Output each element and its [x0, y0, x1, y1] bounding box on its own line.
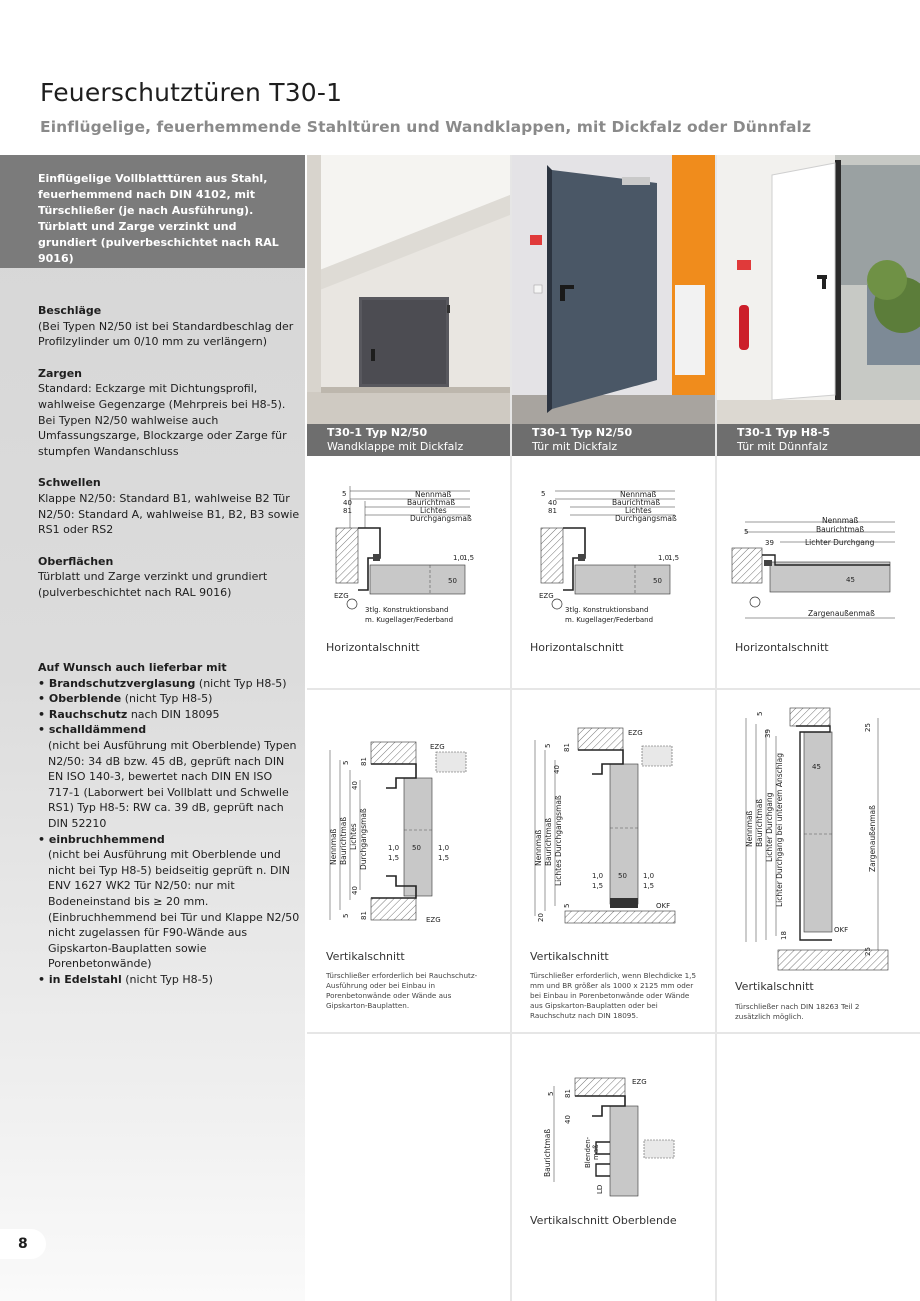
dim-label: Durchgangsmaß	[410, 514, 472, 523]
section-label: Horizontalschnitt	[326, 641, 420, 654]
caption-product-2	[512, 424, 715, 456]
page-title: Feuerschutztüren T30-1	[40, 78, 343, 107]
dim-label: 5	[563, 903, 571, 908]
options-list	[38, 660, 300, 987]
grid-divider	[510, 155, 512, 1301]
option-item	[38, 707, 300, 723]
option-detail: (nicht bei Ausführung mit Oberblende und nicht bei Typ H8-5) beidseitig geprüft n. DIN ENV 1627 WK2 Tür N2/50: nur mit Bodeneinstand bis ≥ 20 mm. (Einbruchhemmend bei Tür und Klappe N2/50 nicht zugelassen für F90-Wände aus Gipskarton-Bauplatten sowie Porenbetonwände)	[48, 848, 300, 971]
dim-label: EZG	[628, 729, 643, 737]
option-detail: (nicht Typ H8-5)	[121, 692, 213, 706]
photo-door-thick-rebate	[512, 155, 715, 424]
spec-thresholds	[38, 475, 300, 537]
spec-frames	[38, 366, 300, 460]
dim-label: 3tlg. Konstruktionsband	[365, 606, 449, 614]
option-item	[48, 738, 300, 832]
option-name: • Rauchschutz	[38, 707, 128, 721]
dim-label: Lichtes Durchgangsmaß	[554, 795, 563, 886]
dim-label: 1,0	[453, 554, 465, 562]
product-desc: Tür mit Dickfalz	[532, 440, 618, 453]
option-detail: (nicht bei Ausführung mit Oberblende) Typen N2/50: 34 dB bzw. 45 dB, geprüft nach DIN EN ISO 140-3, bewertet nach DIN EN ISO 717-1 (Laborwert bei Vollblatt und Schwelle RS1) Typ H8-5: RW ca. 39 dB, geprüft nach DIN 52210	[48, 738, 297, 830]
dim-label: 81	[360, 757, 368, 766]
dim-label: 39	[764, 729, 772, 738]
dim-label: 39	[765, 539, 774, 547]
dim-label: 1,5	[463, 554, 475, 562]
section-label: Horizontalschnitt	[530, 641, 624, 654]
dim-label: 1,5	[388, 854, 400, 862]
grid-divider	[307, 1032, 920, 1034]
dim-label: Nennmaß	[329, 828, 338, 865]
product-name: T30-1 Typ N2/50	[532, 426, 633, 439]
spec-list	[38, 303, 300, 617]
dim-label: 1,0	[643, 872, 655, 880]
options-heading: Auf Wunsch auch lieferbar mit	[38, 661, 227, 674]
grid-divider	[307, 688, 920, 690]
option-name: • Brandschutzverglasung	[38, 676, 196, 690]
spec-heading: Zargen	[38, 366, 82, 380]
dim-label: 20	[537, 913, 545, 922]
dim-label: 50	[653, 577, 662, 585]
dim-label: 1,0	[438, 844, 450, 852]
spec-surfaces	[38, 554, 300, 601]
dim-label: maß	[592, 1144, 600, 1160]
dim-label: Baurichtmaß	[339, 816, 348, 865]
dim-label: OKF	[834, 926, 849, 934]
option-item	[38, 691, 300, 707]
option-name: • schalldämmend	[38, 723, 147, 737]
option-item	[38, 972, 300, 988]
option-item	[38, 676, 300, 692]
dim-label: Durchgangsmaß	[359, 808, 368, 870]
dim-label: 5	[342, 913, 350, 918]
dim-label: 25	[864, 723, 872, 732]
dim-label: 40	[548, 499, 557, 507]
dim-label: Lichtes	[625, 506, 652, 515]
dim-label: 1,5	[643, 882, 655, 890]
dim-label: EZG	[334, 592, 349, 600]
dim-label: 1,0	[658, 554, 670, 562]
dim-label: Baurichtmaß	[543, 1128, 552, 1177]
section-label: Vertikalschnitt	[735, 980, 814, 993]
spec-heading: Schwellen	[38, 476, 101, 490]
dim-label: Nennmaß	[745, 810, 754, 847]
dim-label: Lichter Durchgang	[805, 538, 875, 547]
dim-label: Baurichtmaß	[816, 525, 865, 534]
intro-text: Einflügelige Vollblatttüren aus Stahl, feuerhemmend nach DIN 4102, mit Türschließer (je nach Ausführung). Türblatt und Zarge verzinkt und grundiert (pulverbeschichtet nach RAL 9016)	[38, 172, 279, 265]
dim-label: Baurichtmaß	[544, 817, 553, 866]
dim-label: Zargenaußenmaß	[868, 805, 877, 872]
dim-label: 5	[541, 490, 546, 498]
dim-label: 45	[812, 763, 821, 771]
dim-label: Lichter Durchgang	[765, 792, 774, 862]
dim-label: 40	[351, 886, 359, 895]
dim-label: Baurichtmaß	[755, 798, 764, 847]
dim-label: 5	[547, 1091, 555, 1096]
dim-label: Nennmaß	[415, 490, 452, 499]
dim-label: 81	[548, 507, 557, 515]
dim-label: 18	[780, 931, 788, 940]
grid-divider	[715, 155, 717, 1301]
dim-label: EZG	[430, 743, 445, 751]
dim-label: Nennmaß	[620, 490, 657, 499]
dim-label: 1,0	[592, 872, 604, 880]
drawing-horizontal-1	[330, 486, 480, 626]
dim-label: 5	[756, 711, 764, 716]
spec-heading: Beschläge	[38, 304, 102, 317]
option-item	[38, 832, 300, 848]
dim-label: 5	[342, 490, 347, 498]
dim-label: Nennmaß	[534, 829, 543, 866]
drawing-transom	[530, 1072, 690, 1202]
spec-heading: Oberflächen	[38, 554, 114, 568]
footnote: Türschließer erforderlich, wenn Blechdicke 1,5 mm und BR größer als 1000 x 2125 mm oder bei Einbau in Porenbetonwände oder Wände aus Gipskarton-Bauplatten oder bei Rauchschutz nach DIN 18095.	[530, 971, 697, 1020]
drawing-vertical-2	[530, 726, 700, 926]
dim-label: OKF	[656, 902, 671, 910]
dim-label: Lichtes	[420, 506, 447, 515]
option-item	[48, 847, 300, 972]
dim-label: 50	[618, 872, 627, 880]
dim-label: 50	[412, 844, 421, 852]
dim-label: 5	[744, 528, 749, 536]
dim-label: LD	[596, 1184, 604, 1194]
footnote: Türschließer erforderlich bei Rauchschutz-Ausführung oder bei Einbau in Porenbetonwände oder Wände aus Gipskarton-Bauplatten.	[326, 971, 478, 1010]
caption-product-3	[717, 424, 920, 456]
dim-label: 40	[351, 781, 359, 790]
dim-label: EZG	[539, 592, 554, 600]
dim-label: 40	[564, 1115, 572, 1124]
spec-text: Klappe N2/50: Standard B1, wahlweise B2 Tür N2/50: Standard A, wahlweise B1, B2, B3 sowie RS1 oder RS2	[38, 491, 300, 537]
dim-label: 1,5	[668, 554, 680, 562]
section-label: Horizontalschnitt	[735, 641, 829, 654]
option-detail: nach DIN 18095	[127, 707, 220, 721]
dim-label: 25	[864, 947, 872, 956]
dim-label: 1,5	[438, 854, 450, 862]
photo-wall-hatch	[307, 155, 510, 424]
dim-label: EZG	[426, 916, 441, 924]
dim-label: 81	[563, 743, 571, 752]
option-item	[38, 722, 300, 738]
dim-label: 81	[343, 507, 352, 515]
option-name: • in Edelstahl	[38, 972, 122, 986]
dim-label: 81	[564, 1089, 572, 1098]
section-label: Vertikalschnitt	[326, 950, 405, 963]
product-desc: Wandklappe mit Dickfalz	[327, 440, 464, 453]
dim-label: Blenden-	[584, 1136, 592, 1168]
dim-label: m. Kugellager/Federband	[365, 616, 454, 624]
page-subtitle: Einflügelige, feuerhemmende Stahltüren und Wandklappen, mit Dickfalz oder Dünnfalz	[40, 118, 812, 136]
dim-label: 50	[448, 577, 457, 585]
spec-text: Standard: Eckzarge mit Dichtungsprofil, wahlweise Gegenzarge (Mehrpreis bei H8-5). Bei Typen N2/50 wahlweise auch Umfassungszarge, Blockzarge oder Zarge für stumpfen Wandanschluss	[38, 382, 287, 458]
dim-label: Baurichtmaß	[407, 498, 456, 507]
dim-label: m. Kugellager/Federband	[565, 616, 654, 624]
dim-label: Baurichtmaß	[612, 498, 661, 507]
caption-product-1	[307, 424, 510, 456]
option-name: • einbruchhemmend	[38, 832, 165, 846]
option-name: • Oberblende	[38, 692, 122, 706]
dim-label: EZG	[632, 1078, 647, 1086]
dim-label: Durchgangsmaß	[615, 514, 677, 523]
dim-label: 5	[342, 760, 350, 765]
spec-text: (Bei Typen N2/50 ist bei Standardbeschlag der Profilzylinder um 0/10 mm zu verlängern)	[38, 319, 294, 349]
dim-label: Lichtes	[349, 823, 358, 850]
footnote: Türschließer nach DIN 18263 Teil 2 zusätzlich möglich.	[735, 1002, 860, 1021]
drawing-vertical-1	[326, 740, 496, 930]
product-desc: Tür mit Dünnfalz	[737, 440, 828, 453]
page-number: 8	[0, 1229, 46, 1259]
product-name: T30-1 Typ H8-5	[737, 426, 831, 439]
photo-door-thin-rebate	[717, 155, 920, 424]
dim-label: Lichter Durchgang bei unterem Anschlag	[775, 753, 784, 907]
intro-box	[0, 155, 305, 268]
dim-label: 1,0	[388, 844, 400, 852]
dim-label: 40	[553, 765, 561, 774]
dim-label: 40	[343, 499, 352, 507]
dim-label: Zargenaußenmaß	[808, 609, 875, 618]
drawing-horizontal-2	[535, 486, 685, 626]
option-detail: (nicht Typ H8-5)	[195, 676, 287, 690]
dim-label: 3tlg. Konstruktionsband	[565, 606, 649, 614]
option-detail: (nicht Typ H8-5)	[121, 972, 213, 986]
section-label: Vertikalschnitt	[530, 950, 609, 963]
spec-text: Türblatt und Zarge verzinkt und grundiert (pulverbeschichtet nach RAL 9016)	[38, 570, 268, 599]
product-name: T30-1 Typ N2/50	[327, 426, 428, 439]
spec-fittings	[38, 303, 300, 350]
dim-label: 5	[544, 743, 552, 748]
dim-label: Nennmaß	[822, 516, 859, 525]
section-label: Vertikalschnitt Oberblende	[530, 1214, 677, 1227]
dim-label: 81	[360, 911, 368, 920]
dim-label: 1,5	[592, 882, 604, 890]
drawing-horizontal-3	[730, 510, 900, 625]
drawing-vertical-3	[738, 702, 908, 974]
dim-label: 45	[846, 576, 855, 584]
